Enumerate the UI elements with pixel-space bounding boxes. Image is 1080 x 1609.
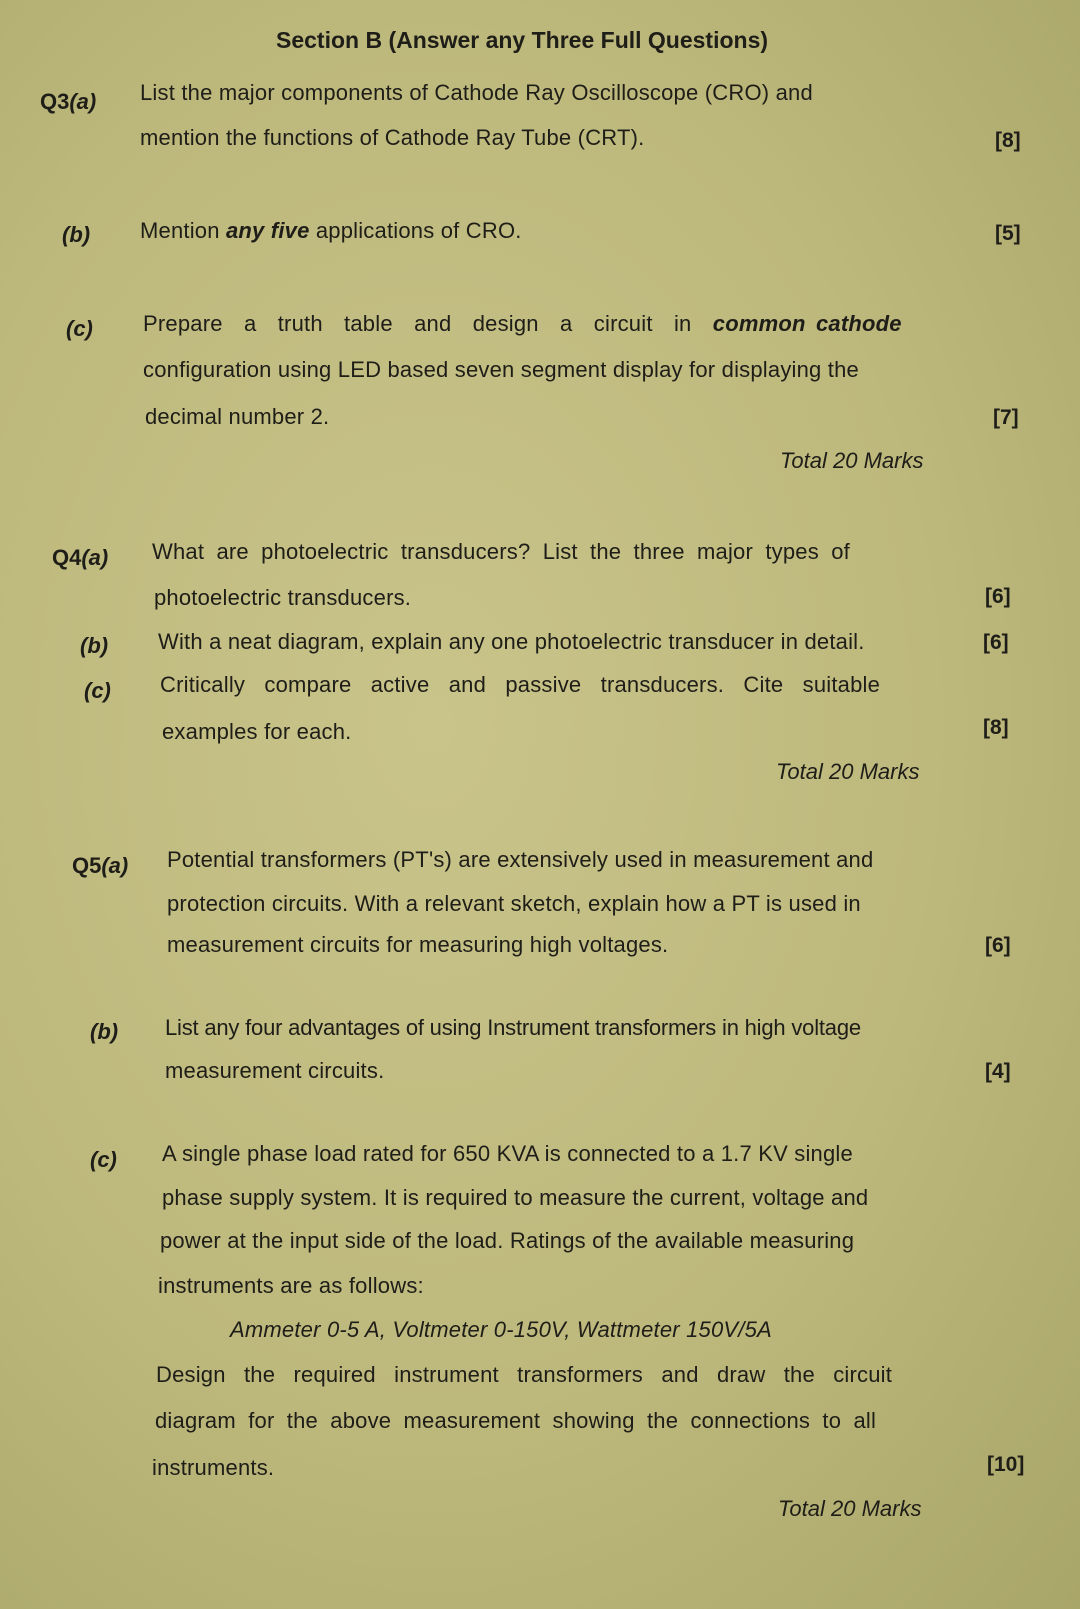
q3c-line-3: decimal number 2. <box>145 404 330 429</box>
q4c-sub: (c) <box>84 678 111 703</box>
q3c-line-2: configuration using LED based seven segment display for displaying the <box>143 357 859 382</box>
q3a-line-1 <box>140 80 955 106</box>
q5a-line-1: Potential transformers (PT's) are extensively used in measurement and <box>167 847 874 872</box>
q4b-sub: (b) <box>80 633 109 658</box>
q4-number: Q4 <box>52 545 82 570</box>
q4a-line-2: photoelectric transducers. <box>154 585 412 610</box>
q3c-label <box>66 316 93 342</box>
q5c-label <box>90 1147 117 1173</box>
q3b-emphasis: any five <box>225 218 310 243</box>
q5-number: Q5 <box>72 853 102 878</box>
q3a-text-1: List the major components of Cathode Ray Oscilloscope (CRO) and <box>140 80 813 105</box>
q3a-sub: (a) <box>69 89 97 114</box>
q3c-line-1 <box>143 311 953 337</box>
q5b-line-2: measurement circuits. <box>165 1058 385 1083</box>
q3c-pre: Prepare a truth table and design a circuit in <box>143 311 713 336</box>
q5c-line-6: diagram for the above measurement showing the connections to all <box>155 1408 877 1433</box>
q5c-line-7: instruments. <box>152 1455 275 1480</box>
q5a-label <box>72 853 128 879</box>
q5a-sub: (a) <box>101 853 129 878</box>
q3a-line-2: mention the functions of Cathode Ray Tube (CRT). <box>140 125 645 150</box>
q3b-sub: (b) <box>62 222 91 247</box>
q3a-label <box>40 89 96 115</box>
q4a-marks: [6] <box>985 585 1011 608</box>
q3b-post: applications of CRO. <box>309 218 522 243</box>
q5c-instrument-ratings: Ammeter 0-5 A, Voltmeter 0-150V, Wattmeter 150V/5A <box>230 1317 772 1342</box>
q5c-line-2: phase supply system. It is required to measure the current, voltage and <box>162 1185 869 1210</box>
q5c-line-1: A single phase load rated for 650 KVA is connected to a 1.7 KV single <box>162 1141 853 1166</box>
q5a-line-2: protection circuits. With a relevant sketch, explain how a PT is used in <box>167 891 861 916</box>
q5b-sub: (b) <box>90 1019 119 1044</box>
q4c-label <box>84 678 111 704</box>
q4a-sub: (a) <box>81 545 109 570</box>
section-title: Section B (Answer any Three Full Questions) <box>276 27 769 53</box>
q4a-line-1: What are photoelectric transducers? List the three major types of <box>152 539 850 564</box>
q5c-sub: (c) <box>90 1147 117 1172</box>
q4c-marks: [8] <box>983 716 1009 739</box>
q3-number: Q3 <box>40 89 70 114</box>
q3c-marks: [7] <box>993 406 1019 429</box>
q5a-line-3: measurement circuits for measuring high voltages. <box>167 932 669 957</box>
q5c-marks: [10] <box>987 1453 1025 1476</box>
q3c-emphasis: common cathode <box>712 311 902 336</box>
q5c-line-5: Design the required instrument transformers and draw the circuit <box>156 1362 893 1387</box>
q3-total: Total 20 Marks <box>780 448 924 473</box>
q5a-marks: [6] <box>985 934 1011 957</box>
q4-total: Total 20 Marks <box>776 759 920 784</box>
q3b-line <box>140 218 522 244</box>
q3c-sub: (c) <box>66 316 93 341</box>
q5b-label <box>90 1019 118 1045</box>
q4a-label <box>52 545 108 571</box>
q3b-marks: [5] <box>995 222 1021 245</box>
q4c-line-1: Critically compare active and passive transducers. Cite suitable <box>160 672 881 697</box>
q3b-pre: Mention <box>140 218 226 243</box>
q4b-marks: [6] <box>983 631 1009 654</box>
q5-total: Total 20 Marks <box>778 1496 922 1521</box>
q4b-line-1: With a neat diagram, explain any one photoelectric transducer in detail. <box>158 629 865 654</box>
q3a-marks: [8] <box>995 129 1021 152</box>
q3b-label <box>62 222 90 248</box>
q5c-line-3: power at the input side of the load. Ratings of the available measuring <box>160 1228 855 1253</box>
q5b-marks: [4] <box>985 1060 1011 1083</box>
q4c-line-2: examples for each. <box>162 719 352 744</box>
q4b-label <box>80 633 108 659</box>
q5c-line-4: instruments are as follows: <box>158 1273 424 1298</box>
q5b-line-1: List any four advantages of using Instrument transformers in high voltage <box>165 1015 861 1040</box>
